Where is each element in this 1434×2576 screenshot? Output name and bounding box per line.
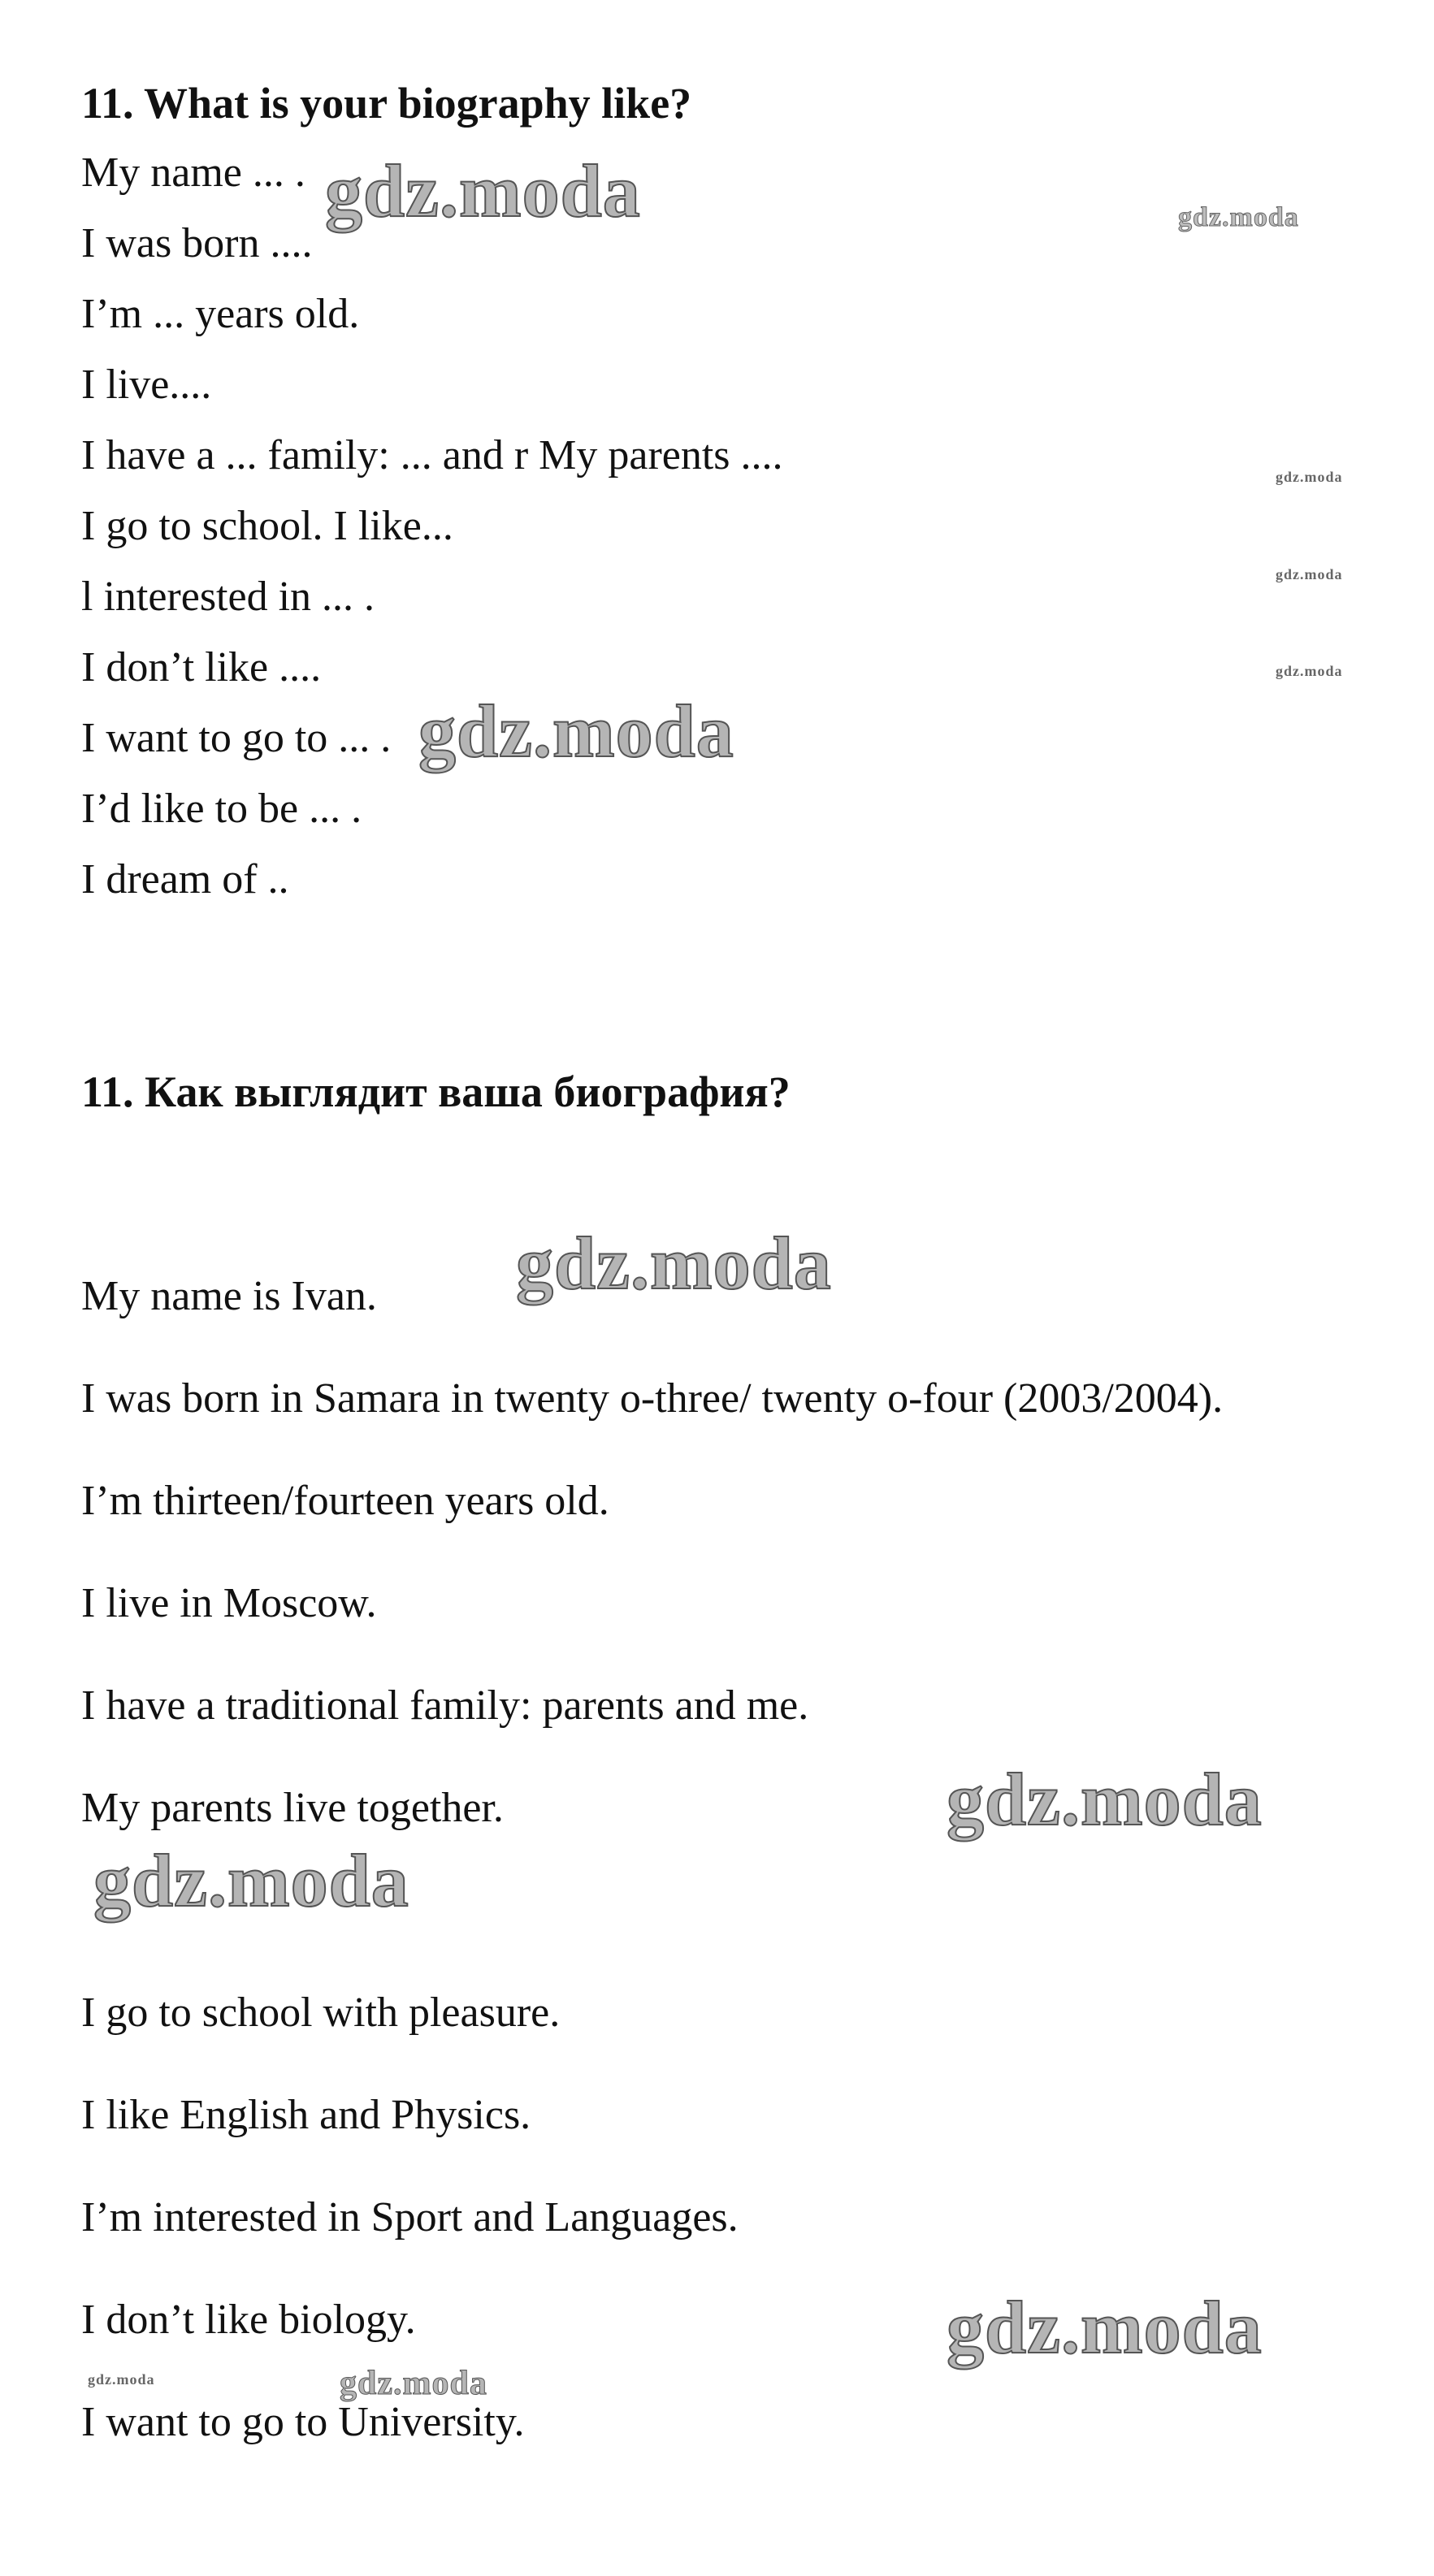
watermark-logo: gdz.moda: [88, 2371, 155, 2388]
answer-line-9: I’m interested in Sport and Languages.: [81, 2194, 739, 2240]
watermark-logo: gdz.moda: [418, 690, 734, 773]
prompt-line-9: I want to go to ... .: [81, 715, 392, 761]
answer-line-1: My name is Ivan.: [81, 1273, 377, 1319]
watermark-logo: gdz.moda: [340, 2365, 487, 2402]
watermark-logo: gdz.moda: [1276, 469, 1343, 485]
answer-line-7: I go to school with pleasure.: [81, 1989, 561, 2036]
answer-line-2: I was born in Samara in twenty o-three/ twenty o-four (2003/2004).: [81, 1375, 1224, 1422]
answer-line-4: I live in Moscow.: [81, 1580, 377, 1626]
watermark-logo: gdz.moda: [947, 1758, 1263, 1841]
prompt-line-4: I live....: [81, 362, 212, 408]
watermark-logo: gdz.moda: [1276, 566, 1343, 582]
prompt-line-5: I have a ... family: ... and r My parents ....: [81, 432, 783, 478]
answer-line-6: My parents live together.: [81, 1785, 504, 1831]
answer-line-8: I like English and Physics.: [81, 2092, 531, 2138]
watermark-logo: gdz.moda: [1178, 202, 1299, 232]
answer-line-10: I don’t like biology.: [81, 2297, 416, 2343]
answer-line-5: I have a traditional family: parents and me.: [81, 1682, 809, 1729]
exercise-heading-ru: 11. Как выглядит ваша биография?: [81, 1067, 791, 1116]
prompt-line-11: I dream of ..: [81, 856, 289, 903]
prompt-line-7: l interested in ... .: [81, 574, 375, 620]
watermark-logo: gdz.moda: [516, 1222, 832, 1305]
watermark-logo: gdz.moda: [947, 2286, 1263, 2369]
answer-line-11: I want to go to University.: [81, 2399, 525, 2445]
watermark-logo: gdz.moda: [325, 149, 641, 232]
watermark-logo: gdz.moda: [93, 1839, 409, 1922]
prompt-line-2: I was born ....: [81, 220, 313, 266]
exercise-heading-en: 11. What is your biography like?: [81, 79, 692, 128]
watermark-logo: gdz.moda: [1276, 663, 1343, 679]
answer-line-3: I’m thirteen/fourteen years old.: [81, 1478, 609, 1524]
prompt-line-8: I don’t like ....: [81, 644, 322, 691]
prompt-line-10: I’d like to be ... .: [81, 786, 362, 832]
prompt-line-1: My name ... .: [81, 149, 305, 196]
prompt-line-3: I’m ... years old.: [81, 291, 360, 337]
prompt-line-6: I go to school. I like...: [81, 503, 453, 549]
